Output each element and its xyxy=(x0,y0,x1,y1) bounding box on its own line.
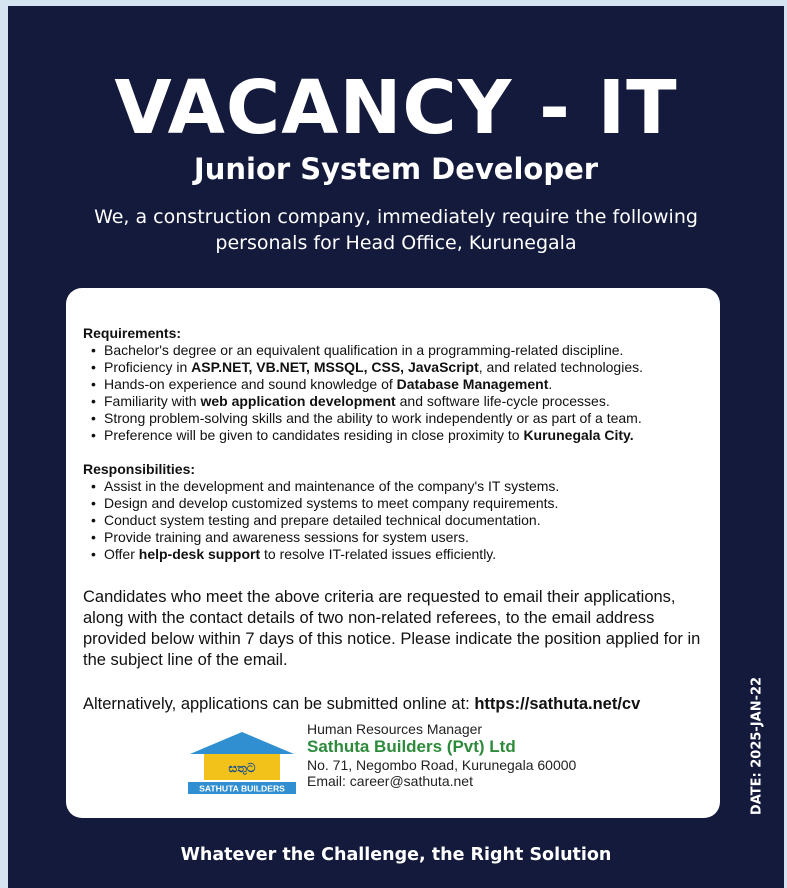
text: Hands-on experience and sound knowledge of xyxy=(104,375,397,392)
list-item xyxy=(88,393,643,410)
sathuta-builders-logo xyxy=(188,730,296,794)
list-item xyxy=(88,546,559,563)
list-item xyxy=(88,512,559,529)
text: Design and develop customized systems to meet company requirements. xyxy=(104,494,559,511)
online-url-link[interactable]: https://sathuta.net/cv xyxy=(474,695,641,713)
logo-banner-text: SATHUTA BUILDERS xyxy=(199,783,285,794)
bold-text: help-desk support xyxy=(138,545,261,562)
bold-text: Database Management xyxy=(396,375,549,392)
details-card xyxy=(66,288,720,818)
online-application-line xyxy=(83,694,640,714)
text: and software life-cycle processes. xyxy=(395,392,610,409)
text: Familiarity with xyxy=(104,392,201,409)
text: Conduct system testing and prepare detailed technical documentation. xyxy=(104,511,541,528)
text: Bachelor's degree or an equivalent qualification in a programming-related discipline. xyxy=(104,342,624,358)
company-name: Sathuta Builders (Pvt) Ltd xyxy=(307,737,516,756)
text: . xyxy=(548,375,553,392)
text: Assist in the development and maintenance of the company's IT systems. xyxy=(104,478,560,494)
bold-text: Kurunegala City. xyxy=(523,426,634,443)
contact-email[interactable]: Email: career@sathuta.net xyxy=(307,773,473,789)
bold-text: web application development xyxy=(200,392,396,409)
list-item xyxy=(88,529,559,546)
list-item xyxy=(88,376,643,393)
requirements-list xyxy=(88,342,643,443)
text: Proficiency in xyxy=(104,358,192,375)
text: to resolve IT-related issues efficiently. xyxy=(260,545,497,562)
company-slogan: Whatever the Challenge, the Right Solution xyxy=(180,845,612,865)
list-item xyxy=(88,427,643,444)
requirements-heading: Requirements: xyxy=(83,325,182,341)
contact-block xyxy=(307,721,576,789)
bold-text: ASP.NET, VB.NET, MSSQL, CSS, JavaScript xyxy=(191,358,479,375)
list-item xyxy=(88,478,559,495)
poster-title: VACANCY - IT xyxy=(114,65,678,151)
contact-role: Human Resources Manager xyxy=(307,721,483,737)
text: Preference will be given to candidates residing in close proximity to xyxy=(104,426,524,443)
list-item xyxy=(88,342,643,359)
job-title: Junior System Developer xyxy=(193,152,599,186)
list-item xyxy=(88,359,643,376)
intro-text: We, a construction company, immediately require the following personals for Head Office, Kurunegala xyxy=(94,206,698,254)
list-item xyxy=(88,495,559,512)
text: , and related technologies. xyxy=(478,358,643,375)
responsibilities-list xyxy=(88,478,559,563)
application-paragraph: Candidates who meet the above criteria are requested to email their applications, along with the contact details of two non-related referees, to the email address provided below within 7 days of this notice. Please indicate the position applied for in the subject line of the email. xyxy=(83,588,701,669)
online-label: Alternatively, applications can be submitted online at: xyxy=(83,695,475,713)
text: Strong problem-solving skills and the ability to work independently or as part of a team. xyxy=(104,409,642,426)
list-item xyxy=(88,410,643,427)
vacancy-poster xyxy=(8,6,784,888)
logo-roof xyxy=(190,732,294,754)
text: Provide training and awareness sessions for system users. xyxy=(104,528,469,545)
responsibilities-heading: Responsibilities: xyxy=(83,461,196,477)
company-address: No. 71, Negombo Road, Kurunegala 60000 xyxy=(307,757,577,773)
date-label-container xyxy=(744,666,770,826)
text: Offer xyxy=(104,545,139,562)
date-label: DATE: 2025-JAN-22 xyxy=(749,676,765,816)
logo-sinhala-text: සතුට xyxy=(228,761,256,775)
